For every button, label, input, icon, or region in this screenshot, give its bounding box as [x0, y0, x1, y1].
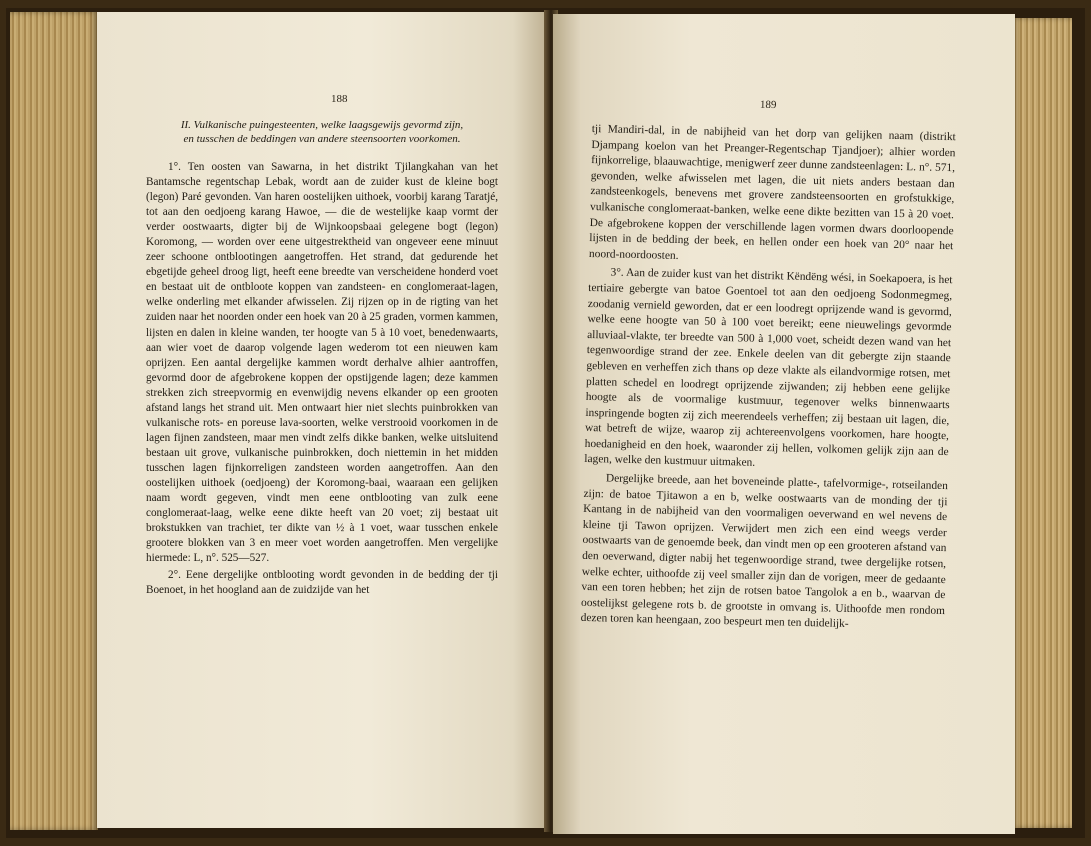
- paragraph-4: Dergelijke breede, aan het boveneinde platte-, tafelvormige-, rotseilanden zijn: de batoe Tjitawon a en b, welke oostwaarts van de monding der tji Kantang in de nabijheid van den voormaligen oeverwand en wel nevens de kleine tji Tawon oprijzen. Verwijdert men zich een eind weegs verder oostwaarts van de genoemde beek, dan vindt men op een grooteren afstand van den oeverwand, digter nabij het tegenwoordige strand, twee dergelijke rotsen, welke echter, uithoofde zij veel smaller zijn dan de vorigen, meer de gedaante van een toren hebben; het zijn de rotsen batoe Tangolok a en b., waarvan de oostelijkst gelegene rots b. de grootste in omvang is. Uithoofde men rondom dezen toren kan heengaan, zoo bespeurt men ten duidelijk-: [580, 472, 948, 631]
- page-edges-right: [1012, 18, 1072, 828]
- page-edges-left: [10, 12, 98, 830]
- paragraph-2: 2°. Eene dergelijke ontblooting wordt gevonden in de bedding der tji Boenoet, in het hoogland aan de zuidzijde van het: [146, 569, 498, 597]
- right-page-text: [581, 122, 956, 635]
- paragraph-continued: tji Mandiri-dal, in de nabijheid van het dorp van gelijken naam (distrikt Djampang koelon van het Preanger-Regentschap Tjandjoer); alhier worden fijnkorrelige, blaauwachtige, menigwerf zeer dunne zandsteenlagen: L. n°. 571, gevonden, welke afwisselen met lagen, die uit niets anders bestaan dan zandsteenkogels, benevens met grovere zandsteensoorten en grofstukkige, vulkanische conglomeraat-banken, welke eene dikte bezitten van 15 à 20 voet. De afgebrokene koppen der verschillende lagen vormen dwars doorloopende lijsten in de bedding der beek, en hellen onder een hoek van 20° naar het noord-noordoosten.: [588, 122, 956, 262]
- paragraph-1: 1°. Ten oosten van Sawarna, in het distrikt Tjilangkahan van het Bantamsche regentschap Lebak, wordt aan de zuider kust de kleine bogt (legon) Paré gevonden. Van haren oostelijken uithoek, voorbij karang Taratjé, tot aan den oedjoeng karang Hawoe, — die de westelijke kaap vormt der verder oostwaarts, digter bij de Wijnkoopsbaai gelegene bogt (legon) Koromong, — worden over eene uitgestrektheid van ongeveer eene minuut zeer schoone ontblootingen aangetroffen. Het strand, dat gedurende het ebgetijde geheel droog ligt, heeft eene breedte van verscheidene honderd voet en bestaat uit de ontbloote koppen van zandsteen- en conglomeraat-lagen, welke onderling met elkander afwisselen. Zij rijzen op in de rigting van het zuiden naar het noorden onder een hoek van 20 à 25 graden, vormen kammen, lijsten en dalen in kleine wanden, ter hoogte van 5 à 10 voet, benedenwaarts, aan wier voet de daarop volgende lagen wederom tot een nieuwen kam oprijzen. Een aantal dergelijke kammen wordt derhalve alhier aantroffen, gevormd door de afgebrokene koppen der opstijgende lagen; deze kammen strekken zich streepvormig en evenwijdig nevens elkander op een grooten afstand langs het strand uit. Men ontwaart hier niet slechts puinbrokken van vulkanische rots- en poreuse lava-soorten, welke verstrooid voorkomen in de lagen fijnen zandsteen, maar men vindt zelfs dikke banken, welke uitsluitend bestaan uit grove, vulkanische puinbrokken, doch niettemin in het midden tusschen lagen fijnkorreligen zandsteen worden aangetroffen. Aan den oostelijken uithoek (oedjoeng) der Koromong-baai, waaraan een gelijken naam wordt gegeven, vindt men eene ontblooting van zulk eene conglomeraat-laag, welke eene dikte heeft van 20 voet; zij bestaat uit brokstukken van trachiet, ter dikte van ½ à 1 voet, waar tusschen enkele grootere blokken van 3 en meer voet worden aangetroffen. Men vergelijke hiermede: L, n°. 525—527.: [146, 161, 498, 565]
- section-heading-line-1: II. Vulkanische puingesteenten, welke laagsgewijs gevormd zijn,: [180, 119, 464, 131]
- paragraph-3: 3°. Aan de zuider kust van het distrikt Këndëng wési, in Soekapoera, is het tertiaire gebergte van batoe Goentoel tot aan den oedjoeng Sodonmegmeg, zoodanig vernield geworden, dat er een loodregt oprijzende wand is gevormd, welke eene hoogte van 50 à 100 voet bereikt; eene nieuwelings gevormde alluviaal-vlakte, ter breedte van 500 à 1,000 voet, scheidt dezen wand van het tegenwoordige strand der zee. Enkele deelen van dit gebergte zijn staande gebleven en verheffen zich thans op deze vlakte als eilandvormige rotsen, met platten schedel en loodregt oprijzende zijwanden; zij hebben eene gelijke hoogte als de voormalige kustmuur, tegenover welks binnenwaarts inspringende bogten zij zich meerendeels verheffen; zij bestaan uit lagen, die, wat betreft de wijze, waarop zij achtereenvolgens voorkomen, hare hoogte, hoedanigheid en den hoek, waaronder zij hellen, volkomen gelijk zijn aan de lagen, welke den kustmuur uitmaken.: [584, 266, 953, 470]
- section-heading-line-2: en tusschen de beddingen van andere steensoorten voorkomen.: [183, 133, 461, 145]
- left-page-text: [146, 118, 498, 598]
- right-page-number: 189: [759, 98, 777, 112]
- left-page-number: 188: [331, 93, 348, 105]
- section-heading: [146, 118, 498, 146]
